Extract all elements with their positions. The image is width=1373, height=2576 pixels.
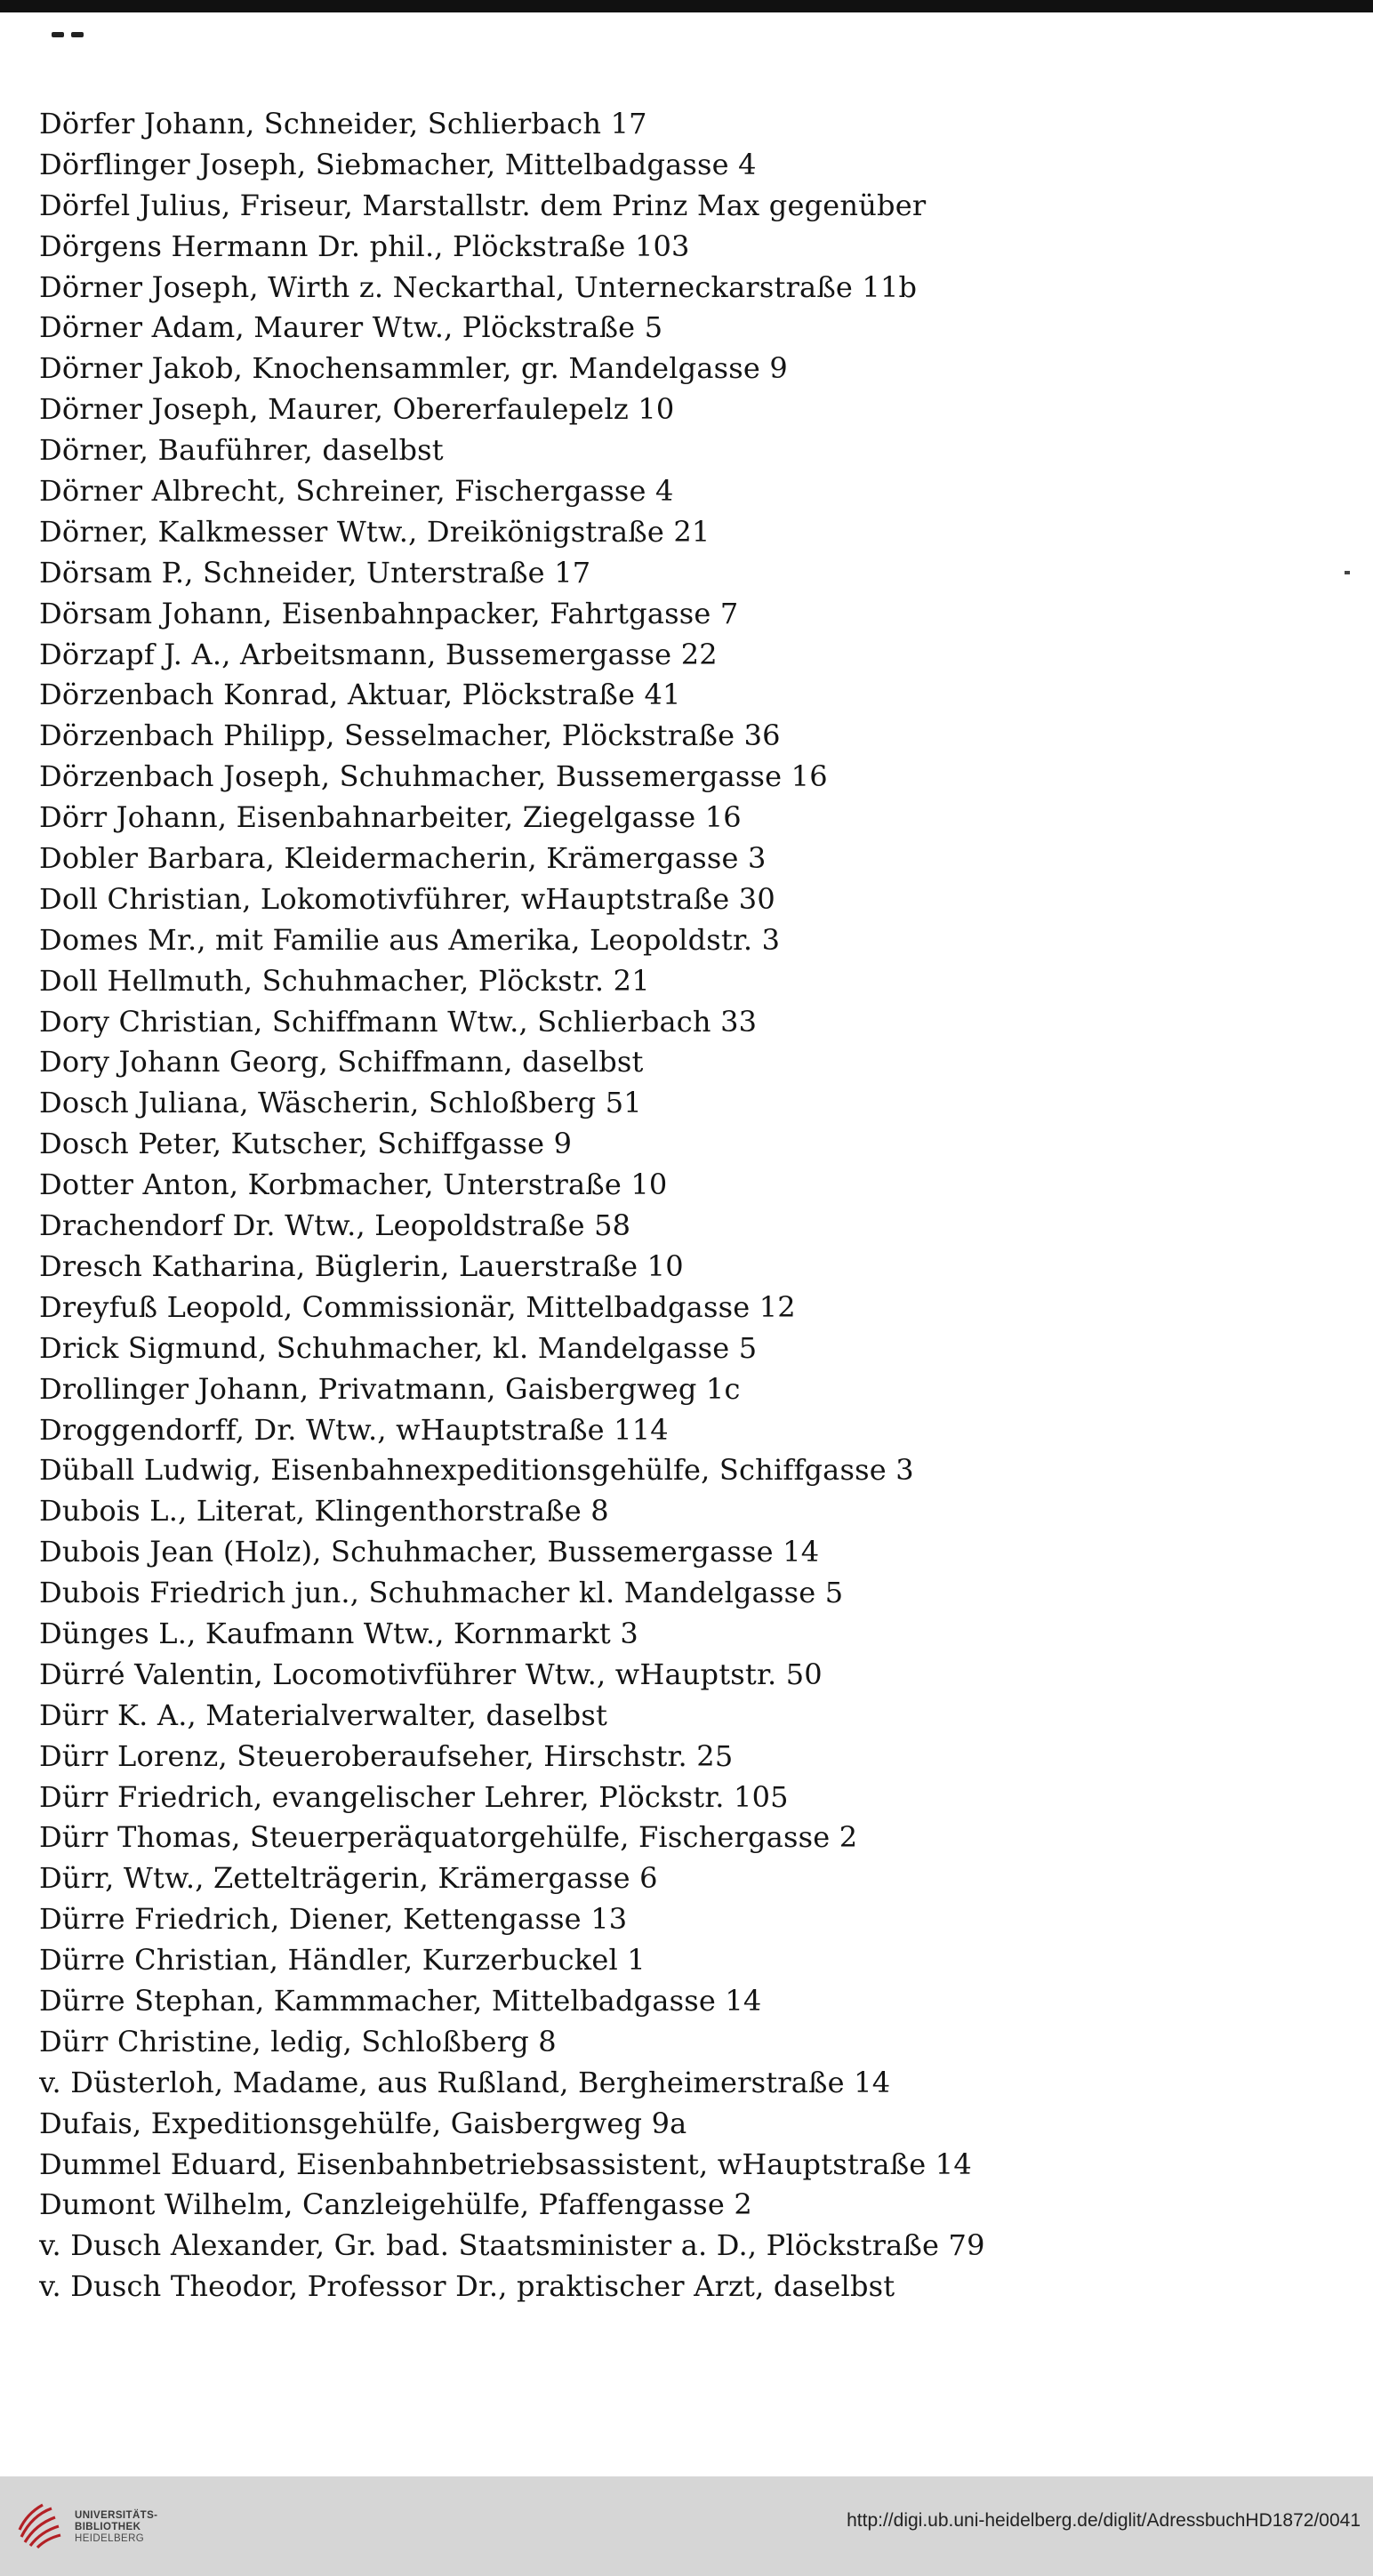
- directory-entry: Dory Johann Georg, Schiffmann, daselbst: [39, 1045, 644, 1079]
- library-name[interactable]: [75, 2510, 157, 2545]
- directory-entry: Dörzapf J. A., Arbeitsmann, Bussemergasse 22: [39, 637, 718, 671]
- directory-entry: Domes Mr., mit Familie aus Amerika, Leopoldstr. 3: [39, 922, 781, 957]
- directory-entry: Dürre Christian, Händler, Kurzerbuckel 1: [39, 1943, 646, 1978]
- directory-entry: Dörzenbach Konrad, Aktuar, Plöckstraße 41: [39, 678, 681, 712]
- directory-entry: Doll Christian, Lokomotivführer, wHauptstraße 30: [39, 881, 775, 916]
- directory-entry: Düball Ludwig, Eisenbahnexpeditionsgehülfe, Schiffgasse 3: [39, 1453, 914, 1488]
- directory-entry: Dumont Wilhelm, Canzleigehülfe, Pfaffengasse 2: [39, 2187, 752, 2222]
- directory-entry: Dotter Anton, Korbmacher, Unterstraße 10: [39, 1168, 668, 1202]
- top-border-rule: [0, 0, 1373, 12]
- directory-entry: Doll Hellmuth, Schuhmacher, Plöckstr. 21: [39, 963, 650, 998]
- directory-entry: v. Dusch Alexander, Gr. bad. Staatsminister a. D., Plöckstraße 79: [39, 2228, 985, 2263]
- directory-entry: Dörzenbach Philipp, Sesselmacher, Plöckstraße 36: [39, 718, 781, 753]
- directory-entry: Dörner Adam, Maurer Wtw., Plöckstraße 5: [39, 310, 663, 345]
- directory-entry: v. Düsterloh, Madame, aus Rußland, Bergheimerstraße 14: [39, 2065, 891, 2099]
- footer-bar: [0, 2476, 1373, 2576]
- directory-entry: Dory Christian, Schiffmann Wtw., Schlierbach 33: [39, 1004, 758, 1039]
- directory-entry: Dörner Jakob, Knochensammler, gr. Mandelgasse 9: [39, 351, 788, 386]
- university-library-heidelberg-logo-icon[interactable]: [12, 2498, 68, 2553]
- directory-entry: Dobler Barbara, Kleidermacherin, Krämergasse 3: [39, 841, 767, 876]
- directory-entry: Dörner, Kalkmesser Wtw., Dreikönigstraße 21: [39, 514, 711, 549]
- library-name-line-1: UNIVERSITÄTS-: [75, 2510, 158, 2521]
- directory-entry: Dubois L., Literat, Klingenthorstraße 8: [39, 1494, 609, 1529]
- directory-entry: Dosch Juliana, Wäscherin, Schloßberg 51: [39, 1086, 642, 1120]
- directory-entry: Drollinger Johann, Privatmann, Gaisbergweg 1c: [39, 1371, 741, 1406]
- library-name-line-3: HEIDELBERG: [75, 2533, 145, 2544]
- directory-entry: Dörr Johann, Eisenbahnarbeiter, Ziegelgasse 16: [39, 800, 742, 835]
- directory-entry: Drick Sigmund, Schuhmacher, kl. Mandelgasse 5: [39, 1330, 758, 1365]
- library-name-line-2: BIBLIOTHEK: [75, 2522, 141, 2532]
- directory-entry: Dörsam Johann, Eisenbahnpacker, Fahrtgasse 7: [39, 596, 739, 630]
- directory-entry: Dörner, Bauführer, daselbst: [39, 433, 444, 468]
- directory-entry: Dörsam P., Schneider, Unterstraße 17: [39, 555, 591, 590]
- directory-entry: Dörfer Johann, Schneider, Schlierbach 17: [39, 107, 647, 140]
- corner-mark: [52, 32, 85, 39]
- directory-entry: Dörner Joseph, Wirth z. Neckarthal, Unterneckarstraße 11b: [39, 269, 918, 304]
- directory-entry: Dörzenbach Joseph, Schuhmacher, Bussemergasse 16: [39, 759, 828, 794]
- directory-entry: Dörgens Hermann Dr. phil., Plöckstraße 103: [39, 229, 690, 263]
- directory-entry: Dresch Katharina, Büglerin, Lauerstraße 10: [39, 1248, 684, 1283]
- margin-speck: [1345, 571, 1350, 574]
- directory-entry: Dosch Peter, Kutscher, Schiffgasse 9: [39, 1127, 573, 1161]
- directory-entry: Dürr Christine, ledig, Schloßberg 8: [39, 2024, 557, 2058]
- directory-entry: Dörner Albrecht, Schreiner, Fischergasse 4: [39, 474, 674, 509]
- directory-entry: Dreyfuß Leopold, Commissionär, Mittelbadgasse 12: [39, 1289, 796, 1324]
- directory-entry: Dubois Friedrich jun., Schuhmacher kl. Mandelgasse 5: [39, 1576, 844, 1610]
- directory-entry: Dufais, Expeditionsgehülfe, Gaisbergweg 9a: [39, 2106, 687, 2140]
- directory-entry: Dürre Stephan, Kammmacher, Mittelbadgasse 14: [39, 1983, 762, 2018]
- directory-entry: Droggendorff, Dr. Wtw., wHauptstraße 114: [39, 1412, 669, 1447]
- source-url-link[interactable]: http://digi.ub.uni-heidelberg.de/diglit/AdressbuchHD1872/0041: [847, 2510, 1361, 2531]
- directory-entry-list: [39, 104, 1320, 2307]
- directory-entry: Dürre Friedrich, Diener, Kettengasse 13: [39, 1902, 628, 1937]
- directory-entry: Dürr, Wtw., Zettelträgerin, Krämergasse 6: [39, 1861, 658, 1896]
- directory-entry: Dörner Joseph, Maurer, Obererfaulepelz 10: [39, 392, 675, 427]
- directory-entry: Dürr Lorenz, Steueroberaufseher, Hirschstr. 25: [39, 1738, 734, 1773]
- directory-entry: Dubois Jean (Holz), Schuhmacher, Bussemergasse 14: [39, 1535, 820, 1569]
- directory-entry: Dörfel Julius, Friseur, Marstallstr. dem Prinz Max gegenüber: [39, 188, 927, 222]
- directory-entry: Dürr K. A., Materialverwalter, daselbst: [39, 1697, 608, 1732]
- directory-entry: Dörflinger Joseph, Siebmacher, Mittelbadgasse 4: [39, 147, 757, 181]
- directory-entry: v. Dusch Theodor, Professor Dr., praktischer Arzt, daselbst: [39, 2269, 895, 2304]
- directory-entry: Dürré Valentin, Locomotivführer Wtw., wHauptstr. 50: [39, 1657, 823, 1691]
- directory-entry: Dürr Thomas, Steuerperäquatorgehülfe, Fischergasse 2: [39, 1820, 858, 1855]
- directory-entry: Drachendorf Dr. Wtw., Leopoldstraße 58: [39, 1208, 631, 1243]
- directory-entry: Dürr Friedrich, evangelischer Lehrer, Plöckstr. 105: [39, 1779, 789, 1814]
- directory-entry: Dummel Eduard, Eisenbahnbetriebsassistent, wHauptstraße 14: [39, 2147, 972, 2181]
- directory-entry: Dünges L., Kaufmann Wtw., Kornmarkt 3: [39, 1616, 638, 1650]
